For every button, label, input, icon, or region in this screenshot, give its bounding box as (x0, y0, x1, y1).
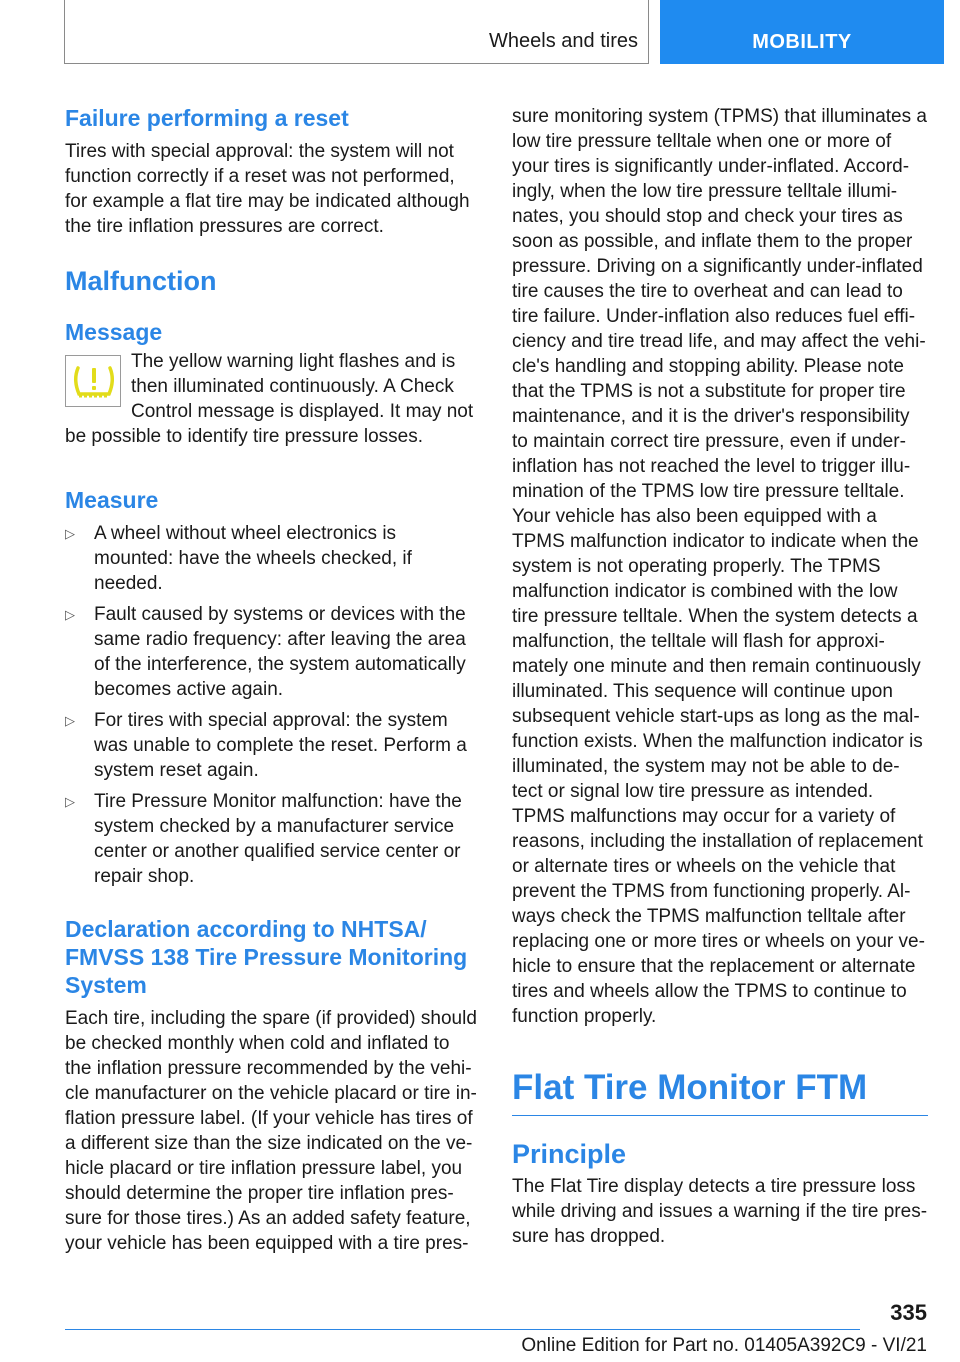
list-item (65, 521, 477, 596)
reset-failure-text: Tires with special approval: the system will not function correctly if a reset was not performed, for example a flat tire may be indicated although the tire inflation pressures are correct. (65, 141, 470, 237)
measure-list (65, 521, 477, 889)
left-column (65, 100, 477, 1256)
list-item (65, 708, 477, 783)
page-number: 335 (890, 1300, 927, 1325)
header-chapter-label: MOBILITY (752, 31, 852, 53)
list-item (65, 602, 477, 702)
reset-failure-heading: Failure performing a reset (65, 105, 349, 131)
ftm-heading-rule (512, 1115, 928, 1116)
message-block (65, 349, 477, 449)
ftm-heading: Flat Tire Monitor FTM (512, 1068, 868, 1107)
tpms-text-2: Your vehicle has also been equipped with a TPMS malfunction indicator to indicate when the system is not operating properly. The TPMS malfunction indicator is combined with the low tire pressure telltale. When the system detects a malfunction, the telltale will flash for approxi‐ mately one minute and then remain continuously illuminated. This sequence will continue upon subsequent vehicle start-ups as long as the mal‐ function exists. When the malfunction indicator is illuminated, the system may not be able to de‐ tect or signal low tire pressure as intended. (512, 506, 923, 802)
measure-text: For tires with special approval: the system was unable to complete the reset. Perform a system reset again. (94, 710, 467, 781)
list-item (65, 789, 477, 889)
header-section-title: Wheels and tires (489, 30, 638, 52)
header-section-box (64, 0, 649, 64)
bullet-triangle-icon: ▷ (65, 526, 75, 541)
footer-edition: Online Edition for Part no. 01405A392C9 - VI/21 (521, 1335, 927, 1356)
bullet-triangle-icon: ▷ (65, 713, 75, 728)
principle-heading: Principle (512, 1139, 627, 1169)
tpms-text-3: TPMS malfunctions may occur for a variety of reasons, including the installation of replacement or alternate tires or wheels on the vehicle that prevent the TPMS from functioning properly. Al‐ ways check the TPMS malfunction telltale after replacing one or more tires or wheels on your ve‐ hicle to ensure that the replacement or alternate tires and wheels allow the TPMS to continue to function properly. (512, 806, 925, 1027)
bullet-triangle-icon: ▷ (65, 607, 75, 622)
message-heading: Message (65, 319, 163, 345)
declaration-heading: Declaration according to NHTSA/ FMVSS 138 Tire Pressure Monitoring System (65, 916, 468, 998)
malfunction-heading: Malfunction (65, 266, 217, 296)
declaration-text: Each tire, including the spare (if provided) should be checked monthly when cold and inflated to the inflation pressure recommended by the vehi‐ cle manufacturer on the vehicle placard or tire in‐ flation pressure label. (If your vehicle has tires of a different size than the size indicated on the ve‐ hicle placard or tire inflation pressure label, you should determine the proper tire inflation pres‐ sure for those tires.) As an added safety feature, your vehicle has been equipped with a tire pres‐ (65, 1008, 477, 1254)
footer-rule (65, 1329, 860, 1330)
measure-text: A wheel without wheel electronics is mounted: have the wheels checked, if needed. (94, 523, 412, 594)
tire-pressure-warning-icon (65, 355, 121, 407)
measure-text: Tire Pressure Monitor malfunction: have the system checked by a manufacturer service center or another qualified service center or repair shop. (94, 791, 462, 887)
header-chapter-tab[interactable] (660, 0, 944, 64)
message-text-continued: be possible to identify tire pressure losses. (65, 426, 424, 447)
measure-heading: Measure (65, 487, 159, 513)
right-column (512, 104, 928, 1249)
measure-text: Fault caused by systems or devices with the same radio frequency: after leaving the area of the interference, the system automatically becomes active again. (94, 604, 466, 700)
tpms-text-1: sure monitoring system (TPMS) that illuminates a low tire pressure telltale when one or more of your tires is significantly under-inflated. Accord‐ ingly, when the low tire pressure telltale illumi‐ nates, you should stop and check your tires as soon as possible, and inflate them to the proper pressure. Driving on a significantly under-inflated tire causes the tire to overheat and can lead to tire failure. Under-inflation also reduces fuel effi‐ ciency and tire tread life, and may affect the vehi‐ cle's handling and stopping ability. Please note that the TPMS is not a substitute for proper tire maintenance, and it is the driver's responsibility to maintain correct tire pressure, even if under- inflation has not reached the level to trigger illu‐ mination of the TPMS low tire pressure telltale. (512, 106, 927, 502)
bullet-triangle-icon: ▷ (65, 794, 75, 809)
message-text-indented: The yellow warning light flashes and is then illuminated continuously. A Check Control message is displayed. It may not (131, 351, 474, 422)
principle-text: The Flat Tire display detects a tire pressure loss while driving and issues a warning if the tire pres‐ sure has dropped. (512, 1176, 928, 1247)
